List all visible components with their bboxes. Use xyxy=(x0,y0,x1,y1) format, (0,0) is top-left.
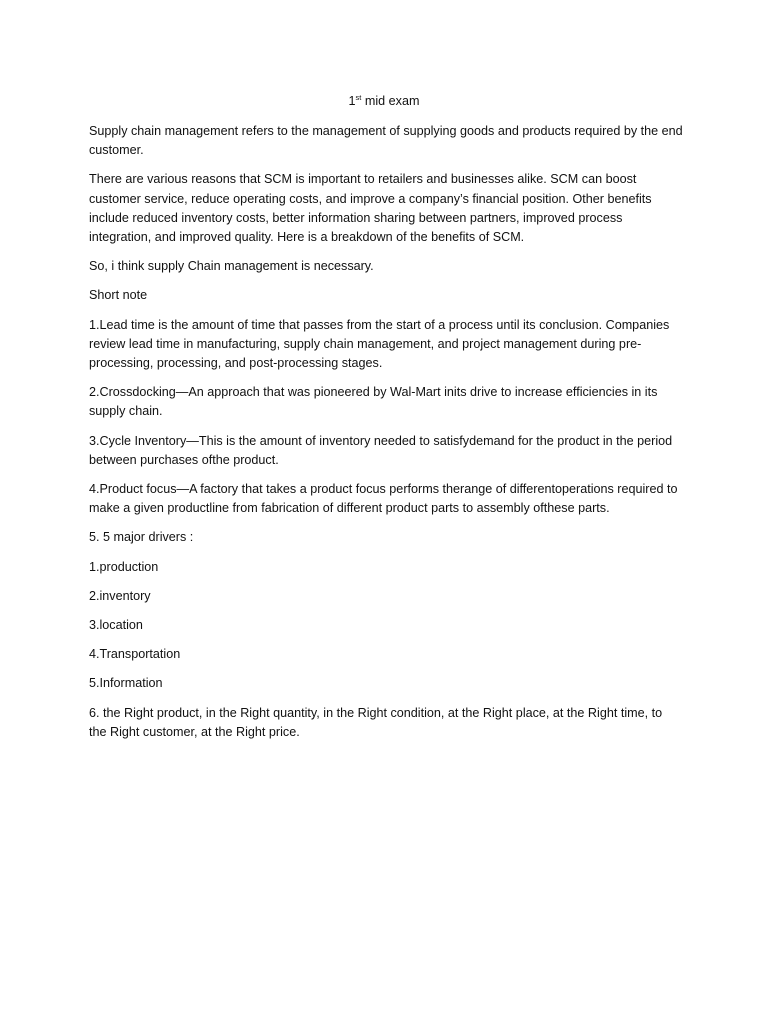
title-number: 1 xyxy=(348,94,356,108)
document-body xyxy=(89,122,683,752)
rights-paragraph: 6. the Right product, in the Right quantity, in the Right condition, at the Right place, at the Right time, to the Right customer, at the Right price. xyxy=(89,705,663,739)
note-product-focus: 4.Product focus—A factory that takes a product focus performs therange of differentoperations required to make a given productline from fabrication of different product parts to assembly ofthese parts. xyxy=(89,482,678,516)
driver-item-location: 3.location xyxy=(89,618,143,633)
title-superscript: st xyxy=(355,93,362,102)
short-note-heading: Short note xyxy=(89,288,148,303)
driver-item-production: 1.production xyxy=(89,559,159,574)
page-title xyxy=(0,92,768,111)
note-cycle-inventory: 3.Cycle Inventory—This is the amount of inventory needed to satisfydemand for the product in the period between purchases ofthe product. xyxy=(89,433,673,467)
reasons-paragraph: There are various reasons that SCM is important to retailers and businesses alike. SCM can boost customer service, reduce operating costs, and improve a company’s financial position. Other benefits include reduced inventory costs, better information sharing between partners, improved process integration, and improved quality. Here is a breakdown of the benefits of SCM. xyxy=(89,172,652,245)
drivers-heading: 5. 5 major drivers : xyxy=(89,530,194,545)
conclusion-paragraph: So, i think supply Chain management is necessary. xyxy=(89,259,374,274)
title-text: mid exam xyxy=(361,94,420,108)
intro-paragraph: Supply chain management refers to the management of supplying goods and products required by the end customer. xyxy=(89,124,683,158)
driver-item-transportation: 4.Transportation xyxy=(89,647,181,662)
note-lead-time: 1.Lead time is the amount of time that passes from the start of a process until its conclusion. Companies review lead time in manufacturing, supply chain management, and project management during pre-processing, processing, and post-processing stages. xyxy=(89,317,670,371)
driver-item-information: 5.Information xyxy=(89,676,163,691)
note-crossdocking: 2.Crossdocking—An approach that was pioneered by Wal-Mart inits drive to increase efficiencies in its supply chain. xyxy=(89,385,658,419)
driver-item-inventory: 2.inventory xyxy=(89,588,151,603)
